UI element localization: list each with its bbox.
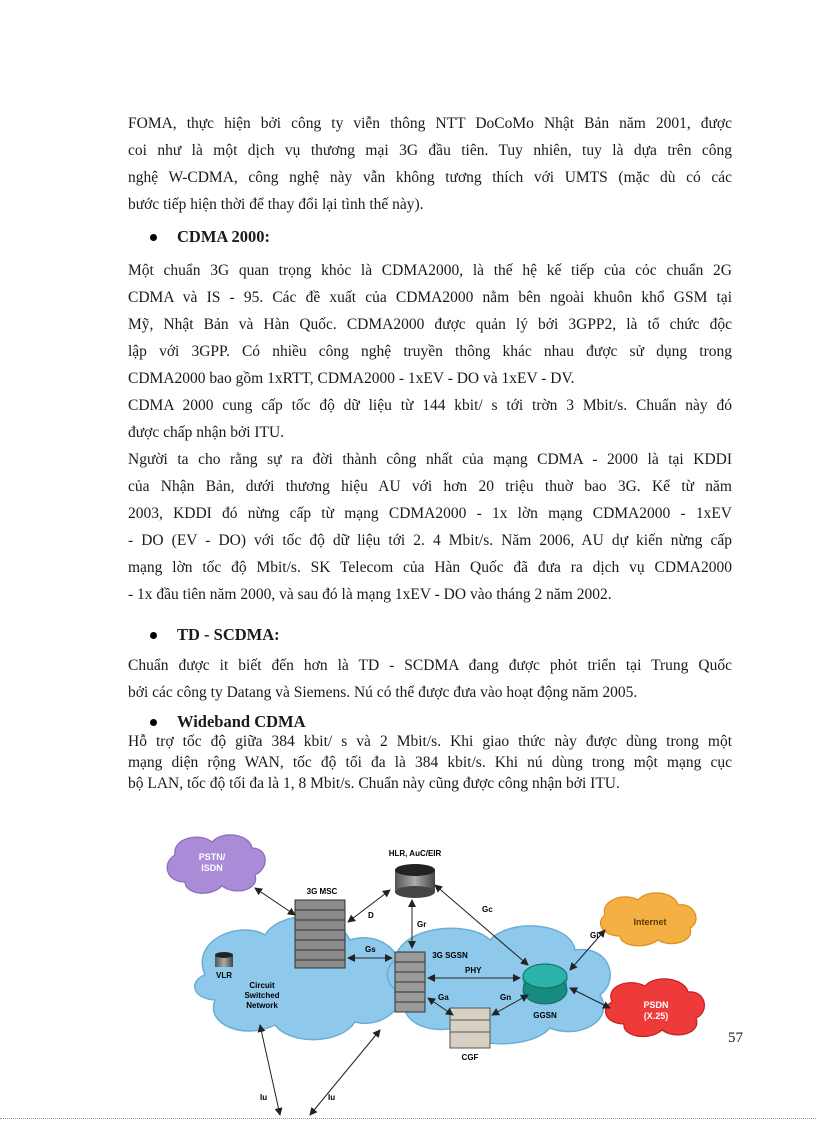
ggsn-router [523, 964, 567, 1004]
heading-text: TD - SCDMA: [177, 625, 280, 644]
text-line: lập với 3GPP. Có nhiều công nghệ truyền thông khác nhau được sử dụng trong [128, 343, 732, 360]
msc-switch [295, 900, 345, 968]
page-number: 57 [728, 1030, 743, 1046]
circuit-label: Circuit [249, 981, 275, 990]
text-line: CDMA 2000 cung cấp tốc độ dữ liệu từ 144 kbit/ s tới trờn 3 Mbit/s. Chuẩn này đó [128, 397, 732, 414]
interface-gr-label: Gr [417, 920, 427, 929]
interface-ga-label: Ga [438, 993, 449, 1002]
text-line: FOMA, thực hiện bởi công ty viễn thông NTT DoCoMo Nhật Bản năm 2001, được [128, 115, 732, 132]
text-line: - DO (EV - DO) với tốc độ dữ liệu tới 2. 4 Mbit/s. Năm 2006, AU dự kiến nừng cấp [128, 532, 732, 549]
td-scdma-paragraph [128, 652, 732, 706]
psdn-label: (X.25) [643, 1011, 669, 1021]
link-pstn-msc [255, 888, 295, 915]
interface-iu-right-label: Iu [328, 1093, 336, 1102]
bullet-icon [150, 234, 157, 241]
section-heading-cdma2000 [150, 227, 270, 247]
interface-phy-label: PHY [465, 966, 482, 975]
text-line: mạng diện rộng WAN, tốc độ tối đa là 384 kbit/s. Khi nú dùng trong một mạng cục [128, 754, 732, 771]
internet-label: Internet [633, 917, 667, 927]
pstn-label: PSTN/ [198, 852, 226, 862]
text-line: của Nhận Bản, dưới thương hiệu AU với hơn 20 triệu thuờ bao 3G. Kể từ năm [128, 478, 732, 495]
link-iu-right [310, 1030, 380, 1115]
bullet-icon [150, 632, 157, 639]
text-line: bởi các công ty Datang và Siemens. Nú có thể được đưa vào hoạt động năm 2005. [128, 684, 638, 701]
text-line: Một chuẩn 3G quan trọng khỏc là CDMA2000, là thế hệ kế tiếp của cỏc chuẩn 2G [128, 262, 732, 279]
psdn-label: PSDN [643, 1000, 669, 1010]
cdma2000-paragraph [128, 257, 732, 608]
text-line: 2003, KDDI đó nừng cấp từ mạng CDMA2000 - 1x lờn mạng CDMA2000 - 1xEV [128, 505, 732, 522]
wcdma-paragraph [128, 731, 732, 794]
vlr-database [215, 952, 233, 967]
heading-text: CDMA 2000: [177, 227, 271, 246]
hlr-database [395, 864, 435, 898]
msc-label: 3G MSC [306, 887, 338, 896]
sgsn-label: 3G SGSN [432, 951, 468, 960]
interface-gc-label: Gc [482, 905, 493, 914]
text-line: nghệ W-CDMA, công nghệ này vẫn không tương thích với UMTS (mặc dù có các [128, 169, 732, 186]
bullet-icon [150, 719, 157, 726]
ggsn-label: GGSN [533, 1011, 557, 1020]
pstn-label: ISDN [201, 863, 223, 873]
text-line: - 1x đầu tiên năm 2000, và sau đó là mạng 1xEV - DO vào tháng 2 năm 2002. [128, 586, 612, 603]
section-heading-wcdma [150, 712, 306, 732]
interface-gs-label: Gs [365, 945, 376, 954]
text-line: Người ta cho rằng sự ra đời thành công nhất của mạng CDMA - 2000 là tại KDDI [128, 451, 732, 468]
text-line: Mỹ, Nhật Bản và Hàn Quốc. CDMA2000 được quản lý bởi 3GPP2, là tổ chức độc [128, 316, 732, 333]
vlr-label: VLR [216, 971, 232, 980]
text-line: bước tiếp hiện thời để thay đổi lại tình thế này). [128, 196, 424, 213]
interface-iu-left-label: Iu [260, 1093, 268, 1102]
intro-paragraph [128, 110, 732, 218]
text-line: mạng lờn tốc độ Mbit/s. SK Telecom của Hàn Quốc đã đưa ra dịch vụ CDMA2000 [128, 559, 732, 576]
sgsn-server [395, 952, 425, 1012]
text-line: CDMA2000 bao gồm 1xRTT, CDMA2000 - 1xEV - DO và 1xEV - DV. [128, 370, 575, 387]
circuit-label: Network [246, 1001, 278, 1010]
umts-network-diagram [150, 830, 730, 1123]
text-line: Chuẩn được it biết đến hơn là TD - SCDMA đang được phỏt triển tại Trung Quốc [128, 657, 732, 674]
section-heading-td-scdma [150, 625, 280, 645]
text-line: bộ LAN, tốc độ tối đa là 1, 8 Mbit/s. Chuẩn này cũng được công nhận bởi ITU. [128, 775, 620, 792]
interface-gn-label: Gn [500, 993, 512, 1002]
text-line: Hỗ trợ tốc độ giữa 384 kbit/ s và 2 Mbit/s. Khi giao thức này được dùng trong một [128, 733, 732, 750]
heading-text: Wideband CDMA [177, 712, 306, 731]
interface-d-label: D [368, 911, 374, 920]
text-line: coi như là một dịch vụ thương mại 3G đầu tiên. Tuy nhiên, tuy là dựa trên công [128, 142, 732, 159]
page-bottom-divider [0, 1118, 816, 1119]
interface-gi-label: Gi [590, 931, 599, 940]
text-line: được chấp nhận bởi ITU. [128, 424, 285, 441]
circuit-label: Switched [244, 991, 280, 1000]
hlr-label: HLR, AuC/EIR [388, 849, 442, 858]
text-line: CDMA và IS - 95. Các đề xuất của CDMA2000 nằm bên ngoài khuôn khổ GSM tại [128, 289, 732, 306]
cgf-label: CGF [461, 1053, 479, 1062]
cgf-server [450, 1008, 490, 1048]
